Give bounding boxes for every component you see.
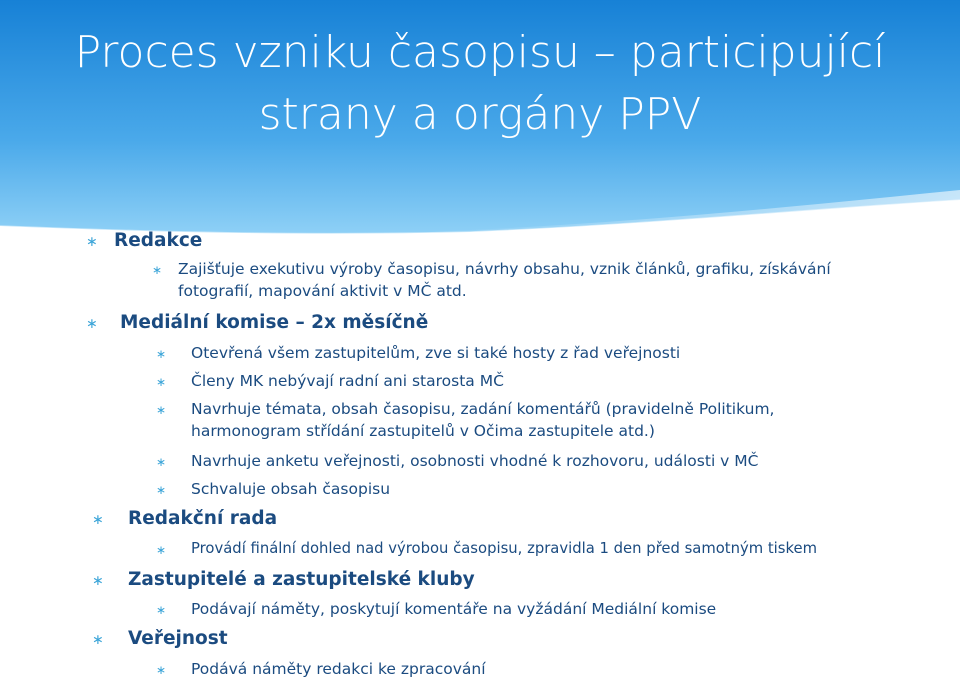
sub-item-text: harmonogram střídání zastupitelů v Očima zastupitele atd.) bbox=[191, 422, 655, 440]
bullet-icon: ∗ bbox=[156, 403, 167, 417]
bullet-icon: ∗ bbox=[156, 603, 167, 617]
bullet-icon: ∗ bbox=[156, 483, 167, 497]
bullet-icon: ∗ bbox=[152, 263, 163, 277]
list-item-label: Mediální komise – 2x měsíčně bbox=[120, 312, 429, 333]
list-item-label: Redakce bbox=[114, 230, 203, 251]
bullet-icon: ∗ bbox=[86, 316, 98, 332]
sub-item-text: Navrhuje témata, obsah časopisu, zadání komentářů (pravidelně Politikum, bbox=[191, 400, 775, 418]
sub-item-text: Schvaluje obsah časopisu bbox=[191, 480, 391, 498]
bullet-icon: ∗ bbox=[92, 512, 104, 528]
sub-item-text: Provádí finální dohled nad výrobou časopisu, zpravidla 1 den před samotným tiskem bbox=[191, 540, 818, 557]
sub-item-text: Zajišťuje exekutivu výroby časopisu, návrhy obsahu, vznik článků, grafiku, získávání bbox=[178, 260, 831, 278]
slide-title-line2: strany a orgány PPV bbox=[258, 89, 702, 140]
bullet-icon: ∗ bbox=[86, 234, 98, 250]
bullet-icon: ∗ bbox=[156, 663, 167, 677]
bullet-icon: ∗ bbox=[156, 375, 167, 389]
list-item-label: Zastupitelé a zastupitelské kluby bbox=[128, 569, 475, 590]
sub-item-text: Členy MK nebývají radní ani starosta MČ bbox=[191, 372, 504, 390]
bullet-icon: ∗ bbox=[92, 632, 104, 648]
sub-item-text: Navrhuje anketu veřejnosti, osobnosti vhodné k rozhovoru, události v MČ bbox=[191, 452, 759, 470]
sub-item-text: Otevřená všem zastupitelům, zve si také hosty z řad veřejnosti bbox=[191, 344, 681, 362]
bullet-icon: ∗ bbox=[156, 543, 167, 557]
bullet-icon: ∗ bbox=[156, 347, 167, 361]
bullet-icon: ∗ bbox=[156, 455, 167, 469]
sub-item-text: fotografií, mapování aktivit v MČ atd. bbox=[178, 282, 467, 300]
bullet-icon: ∗ bbox=[92, 573, 104, 589]
list-item-label: Veřejnost bbox=[128, 628, 228, 649]
sub-item-text: Podávají náměty, poskytují komentáře na vyžádání Mediální komise bbox=[191, 600, 717, 618]
slide-title bbox=[20, 22, 940, 146]
slide-title-line1: Proces vzniku časopisu – participující bbox=[74, 27, 886, 78]
list-item-label: Redakční rada bbox=[128, 508, 278, 529]
sub-item-text: Podává náměty redakci ke zpracování bbox=[191, 660, 486, 678]
